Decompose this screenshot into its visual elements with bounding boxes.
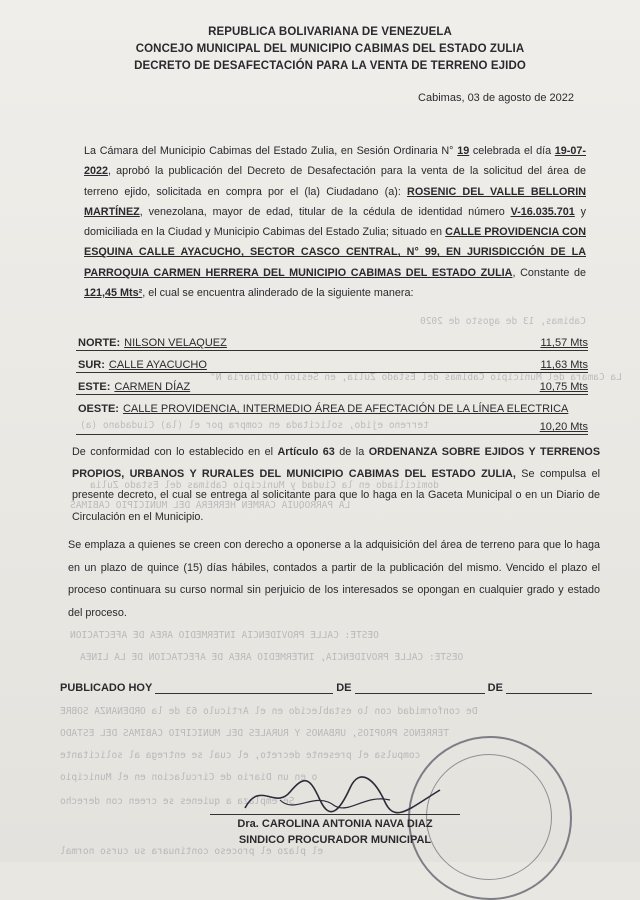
boundary-east-value: CARMEN DÍAZ: [114, 381, 191, 393]
boundary-north-measure: 11,57 Mts: [540, 337, 588, 349]
citizen-name: ROSENIC DEL VALLE BELLORIN MARTÍNEZ: [84, 185, 586, 218]
signatory-role: SINDICO PROCURADOR MUNICIPAL: [238, 834, 432, 846]
intro-paragraph: La Cámara del Municipio Cabimas del Estado Zulia, en Sesión Ordinaria N° 19 celebrada el día 19-07-2022, aprobó la publicación del Decreto de Desafectación para la venta de la solicitud del área de terreno ejido, solicitada en compra por el (la) Ciudadano (a): ROSENIC DEL VALLE BELLORIN MARTÍNEZ, venezolana, mayor de edad, titular de la cédula de identidad número V-16.035.701 y domiciliada en la Ciudad y Municipio Cabimas del Estado Zulia; situado en CALLE PROVIDENCIA CON ESQUINA CALLE AYACUCHO, SECTOR CASCO CENTRAL, N° 99, EN JURISDICCIÓN DE LA PARROQUIA CARMEN HERRERA DEL MUNICIPIO CABIMAS DEL ESTADO ZULIA, Constante de 121,45 Mts², el cual se encuentra alinderado de la siguiente manera:: [84, 145, 587, 300]
boundary-south-value: CALLE AYACUCHO: [108, 359, 207, 371]
boundary-west: OESTE: CALLE PROVIDENCIA, INTERMEDIO ÁREA DE AFECTACIÓN DE LA LÍNEA ELECTRICA: [78, 403, 569, 415]
publication-month-blank[interactable]: [355, 682, 485, 694]
document-date: Cabimas, 03 de agosto de 2022: [418, 92, 574, 104]
id-number: V-16.035.701: [510, 205, 575, 218]
boundary-east-measure: 10,75 Mts: [539, 381, 588, 393]
header-republic: REPUBLICA BOLIVARIANA DE VENEZUELA: [208, 26, 452, 38]
signature-line: [210, 814, 460, 815]
boundary-north: NORTE: NILSON VELAQUEZ 11,57 Mts: [76, 332, 588, 351]
boundary-west-measure-line: [76, 418, 588, 435]
conformity-paragraph: De conformidad con lo establecido en el Artículo 63 de la ORDENANZA SOBRE EJIDOS Y TERRENOS PROPIOS, URBANOS Y RURALES DEL MUNICIPIO CABIMAS DEL ESTADO ZULIA, Se compulsa el presente decreto, el cual se entrega al solicitante para que lo haga en la Gaceta Municipal o en un Diario de Circulación en el Municipio.: [72, 446, 601, 523]
summons-paragraph: Se emplaza a quienes se creen con derecho a oponerse a la adquisición del área de terreno para que lo haga en un plazo de quince (15) días hábiles, contados a partir de la publicación del mismo. Vencido el plazo el proceso continuara su curso normal sin perjuicio de los interesados se opongan en cualquier grado y estado del proceso.: [68, 539, 600, 619]
signatory-name: Dra. CAROLINA ANTONIA NAVA DIAZ: [237, 818, 433, 830]
publication-year-blank[interactable]: [506, 682, 592, 694]
document-page: REPUBLICA BOLIVARIANA DE VENEZUELA CONCEJO MUNICIPAL DEL MUNICIPIO CABIMAS DEL ESTADO ZULIA DECRETO DE DESAFECTACIÓN PARA LA VENTA DE TERRENO EJIDO Cabimas, 03 de agosto de 2022 La Cámara del Municipio Cabimas del Estado Zulia, en Sesión Ordinaria N° 19 celebrada el día 19-07-2022, aprobó la publicación del Decreto de Desafectación para la venta de la solicitud del área de terreno ejido, solicitada en compra por el (la) Ciudadano (a): ROSENIC DEL VALLE BELLORIN MARTÍNEZ, venezolana, mayor de edad, titular de la cédula de identidad número V-16.035.701 y domiciliada en la Ciudad y Municipio Cabimas del Estado Zulia; situado en CALLE PROVIDENCIA CON ESQUINA CALLE AYACUCHO, SECTOR CASCO CENTRAL, N° 99, EN JURISDICCIÓN DE LA PARROQUIA CARMEN HERRERA DEL MUNICIPIO CABIMAS DEL ESTADO ZULIA, Constante de 121,45 Mts², el cual se encuentra alinderado de la siguiente manera: Cabimas, 13 de agosto de 2020 La Camara del Municipio Cabimas del Estado Zulia, en Sesion Ordinaria N° terreno ejido, solicitada en compra por el (la) Ciudadano (a) domiciliado en la Ciudad y Municipio Cabimas del Estado Zulia LA PARROQUIA CARMEN HERRERA DEL MUNICIPIO CABIMAS OESTE: CALLE PROVIDENCIA INTERMEDIO AREA DE AFECTACION OESTE: CALLE PROVIDENCIA, INTERMEDIO AREA DE AFECTACION DE LA LINEA De conformidad con lo establecido en el Articulo 63 de la ORDENANZA SOBRE TERRENOS PROPIOS, URBANOS Y RURALES DEL MUNICIPIO CABIMAS DEL ESTADO compulsa el presente decreto, el cual se entrega al solicitante o en un Diario de Circulacion en el Municipio Se emplaza a quienes se creen con derecho el plazo el proceso continuara su curso normal NORTE: NILSON VELAQUEZ 11,57 Mts SUR: CALLE AYACUCHO 11,63 Mts ESTE: CARMEN DÍAZ 10,75 Mts OESTE: CALLE PROVIDENCIA, INTERMEDIO ÁREA DE AFECTACIÓN DE LA LÍNEA ELECTRICA 10,20 Mts De conformidad con lo establecido en el Artículo 63 de la ORDENANZA SOBRE EJIDOS Y TERRENOS PROPIOS, URBANOS Y RURALES DEL MUNICIPIO CABIMAS DEL ESTADO ZULIA, Se compulsa el presente decreto, el cual se entrega al solicitante para que lo haga en la Gaceta Municipal o en un Diario de Circulación en el Municipio. Se emplaza a quienes se creen con derecho a oponerse a la adquisición del área de terreno para que lo haga en un plazo de quince (15) días hábiles, contados a partir de la publicación del mismo. Vencido el plazo el proceso continuara su curso normal sin perjuicio de los interesados se opongan en cualquier grado y estado del proceso. PUBLICADO HOY DE DE Dra. CAROLINA ANTONIA NAVA DIAZ SINDICO PROCURADOR MUNICIPAL: [0, 0, 640, 862]
property-area: 121,45 Mts²: [84, 287, 143, 300]
header-council: CONCEJO MUNICIPAL DEL MUNICIPIO CABIMAS DEL ESTADO ZULIA: [135, 43, 525, 55]
article-reference: Artículo 63: [277, 446, 335, 458]
session-number: 19: [457, 145, 470, 157]
publication-day-blank[interactable]: [155, 682, 333, 694]
boundary-north-value: NILSON VELAQUEZ: [124, 337, 227, 349]
boundary-south: SUR: CALLE AYACUCHO 11,63 Mts: [76, 354, 588, 373]
handwritten-signature: [240, 770, 450, 820]
property-location: CALLE PROVIDENCIA CON ESQUINA CALLE AYACUCHO, SECTOR CASCO CENTRAL, N° 99, EN JURISDICCIÓN DE LA PARROQUIA CARMEN HERRERA DEL MUNICIPIO CABIMAS DEL ESTADO ZULIA: [84, 226, 586, 279]
boundary-south-measure: 11,63 Mts: [540, 359, 588, 371]
boundary-west-measure: 10,20 Mts: [539, 421, 588, 433]
boundary-east: ESTE: CARMEN DÍAZ 10,75 Mts: [76, 376, 588, 395]
publication-line: PUBLICADO HOY DE DE: [60, 682, 592, 694]
session-date: 19-07-2022: [84, 145, 586, 178]
ordinance-name: ORDENANZA SOBRE EJIDOS Y TERRENOS PROPIOS, URBANOS Y RURALES DEL MUNICIPIO CABIMAS DEL ESTADO ZULIA,: [72, 446, 601, 480]
header-decree-title: DECRETO DE DESAFECTACIÓN PARA LA VENTA DE TERRENO EJIDO: [134, 60, 526, 72]
boundary-west-value: CALLE PROVIDENCIA, INTERMEDIO ÁREA DE AFECTACIÓN DE LA LÍNEA ELECTRICA: [122, 403, 569, 415]
